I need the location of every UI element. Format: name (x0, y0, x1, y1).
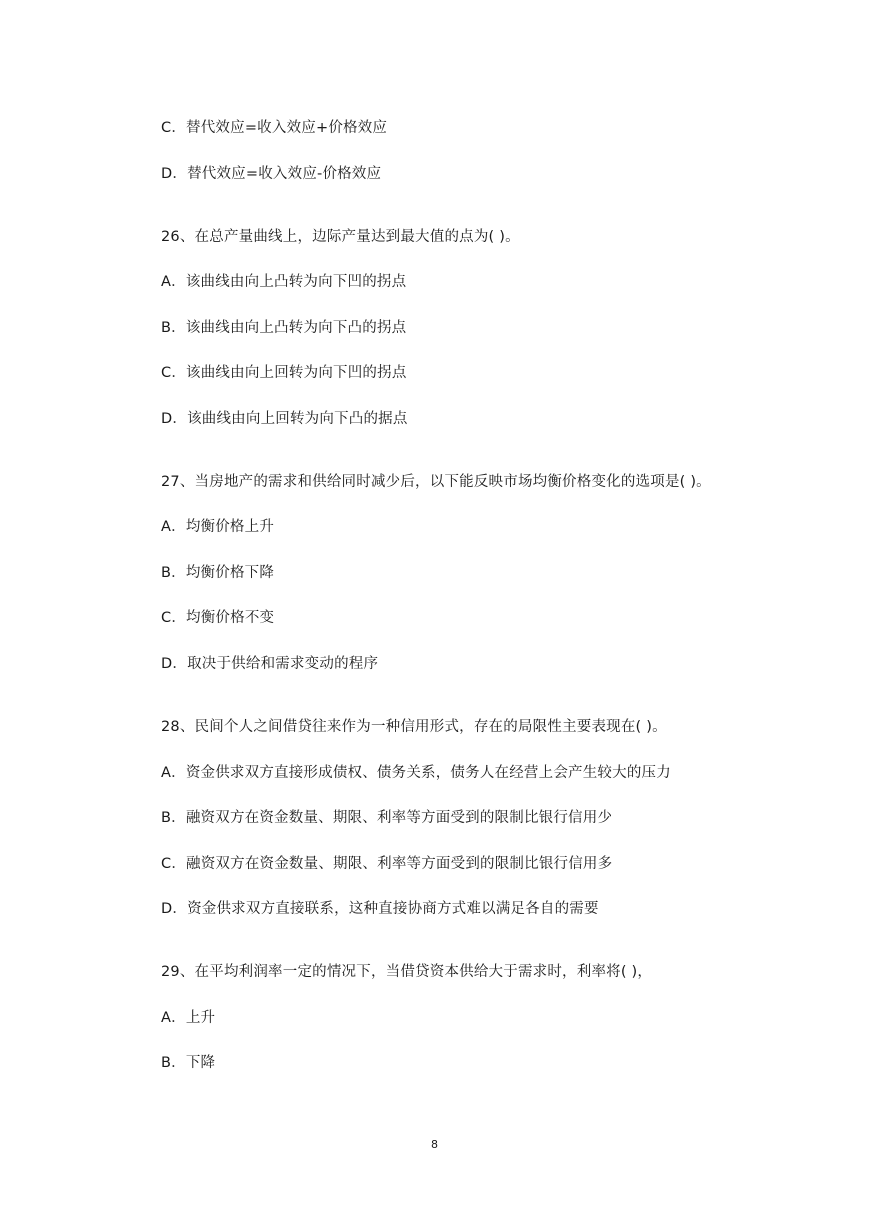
option-a-q26: A．该曲线由向上凸转为向下凹的拐点 (161, 274, 407, 290)
option-b-q26: B．该曲线由向上凸转为向下凸的拐点 (161, 320, 407, 336)
option-b-q27: B．均衡价格下降 (161, 565, 275, 581)
option-c-q27: C．均衡价格不变 (161, 610, 275, 626)
option-d-q25: D．替代效应=收入效应-价格效应 (161, 166, 382, 182)
option-c-q26: C．该曲线由向上回转为向下凹的拐点 (161, 365, 407, 381)
option-d-q26: D．该曲线由向上回转为向下凸的据点 (161, 411, 408, 427)
option-a-q28: A．资金供求双方直接形成债权、债务关系，债务人在经营上会产生较大的压力 (161, 765, 671, 781)
option-a-q29: A．上升 (161, 1010, 216, 1026)
option-c-q28: C．融资双方在资金数量、期限、利率等方面受到的限制比银行信用多 (161, 856, 613, 872)
question-27: 27、当房地产的需求和供给同时减少后，以下能反映市场均衡价格变化的选项是( )。 (161, 474, 711, 490)
option-d-q28: D．资金供求双方直接联系，这种直接协商方式难以满足各自的需要 (161, 901, 599, 917)
option-c-q25: C．替代效应=收入效应+价格效应 (161, 120, 388, 136)
question-28: 28、民间个人之间借贷往来作为一种信用形式，存在的局限性主要表现在( )。 (161, 719, 667, 735)
question-29: 29、在平均利润率一定的情况下，当借贷资本供给大于需求时，利率将( )， (161, 964, 653, 980)
option-b-q29: B．下降 (161, 1055, 216, 1071)
option-b-q28: B．融资双方在资金数量、期限、利率等方面受到的限制比银行信用少 (161, 810, 613, 826)
option-a-q27: A．均衡价格上升 (161, 519, 275, 535)
question-26: 26、在总产量曲线上，边际产量达到最大值的点为( )。 (161, 229, 520, 245)
page-number: 8 (431, 1138, 438, 1151)
option-d-q27: D．取决于供给和需求变动的程序 (161, 656, 379, 672)
